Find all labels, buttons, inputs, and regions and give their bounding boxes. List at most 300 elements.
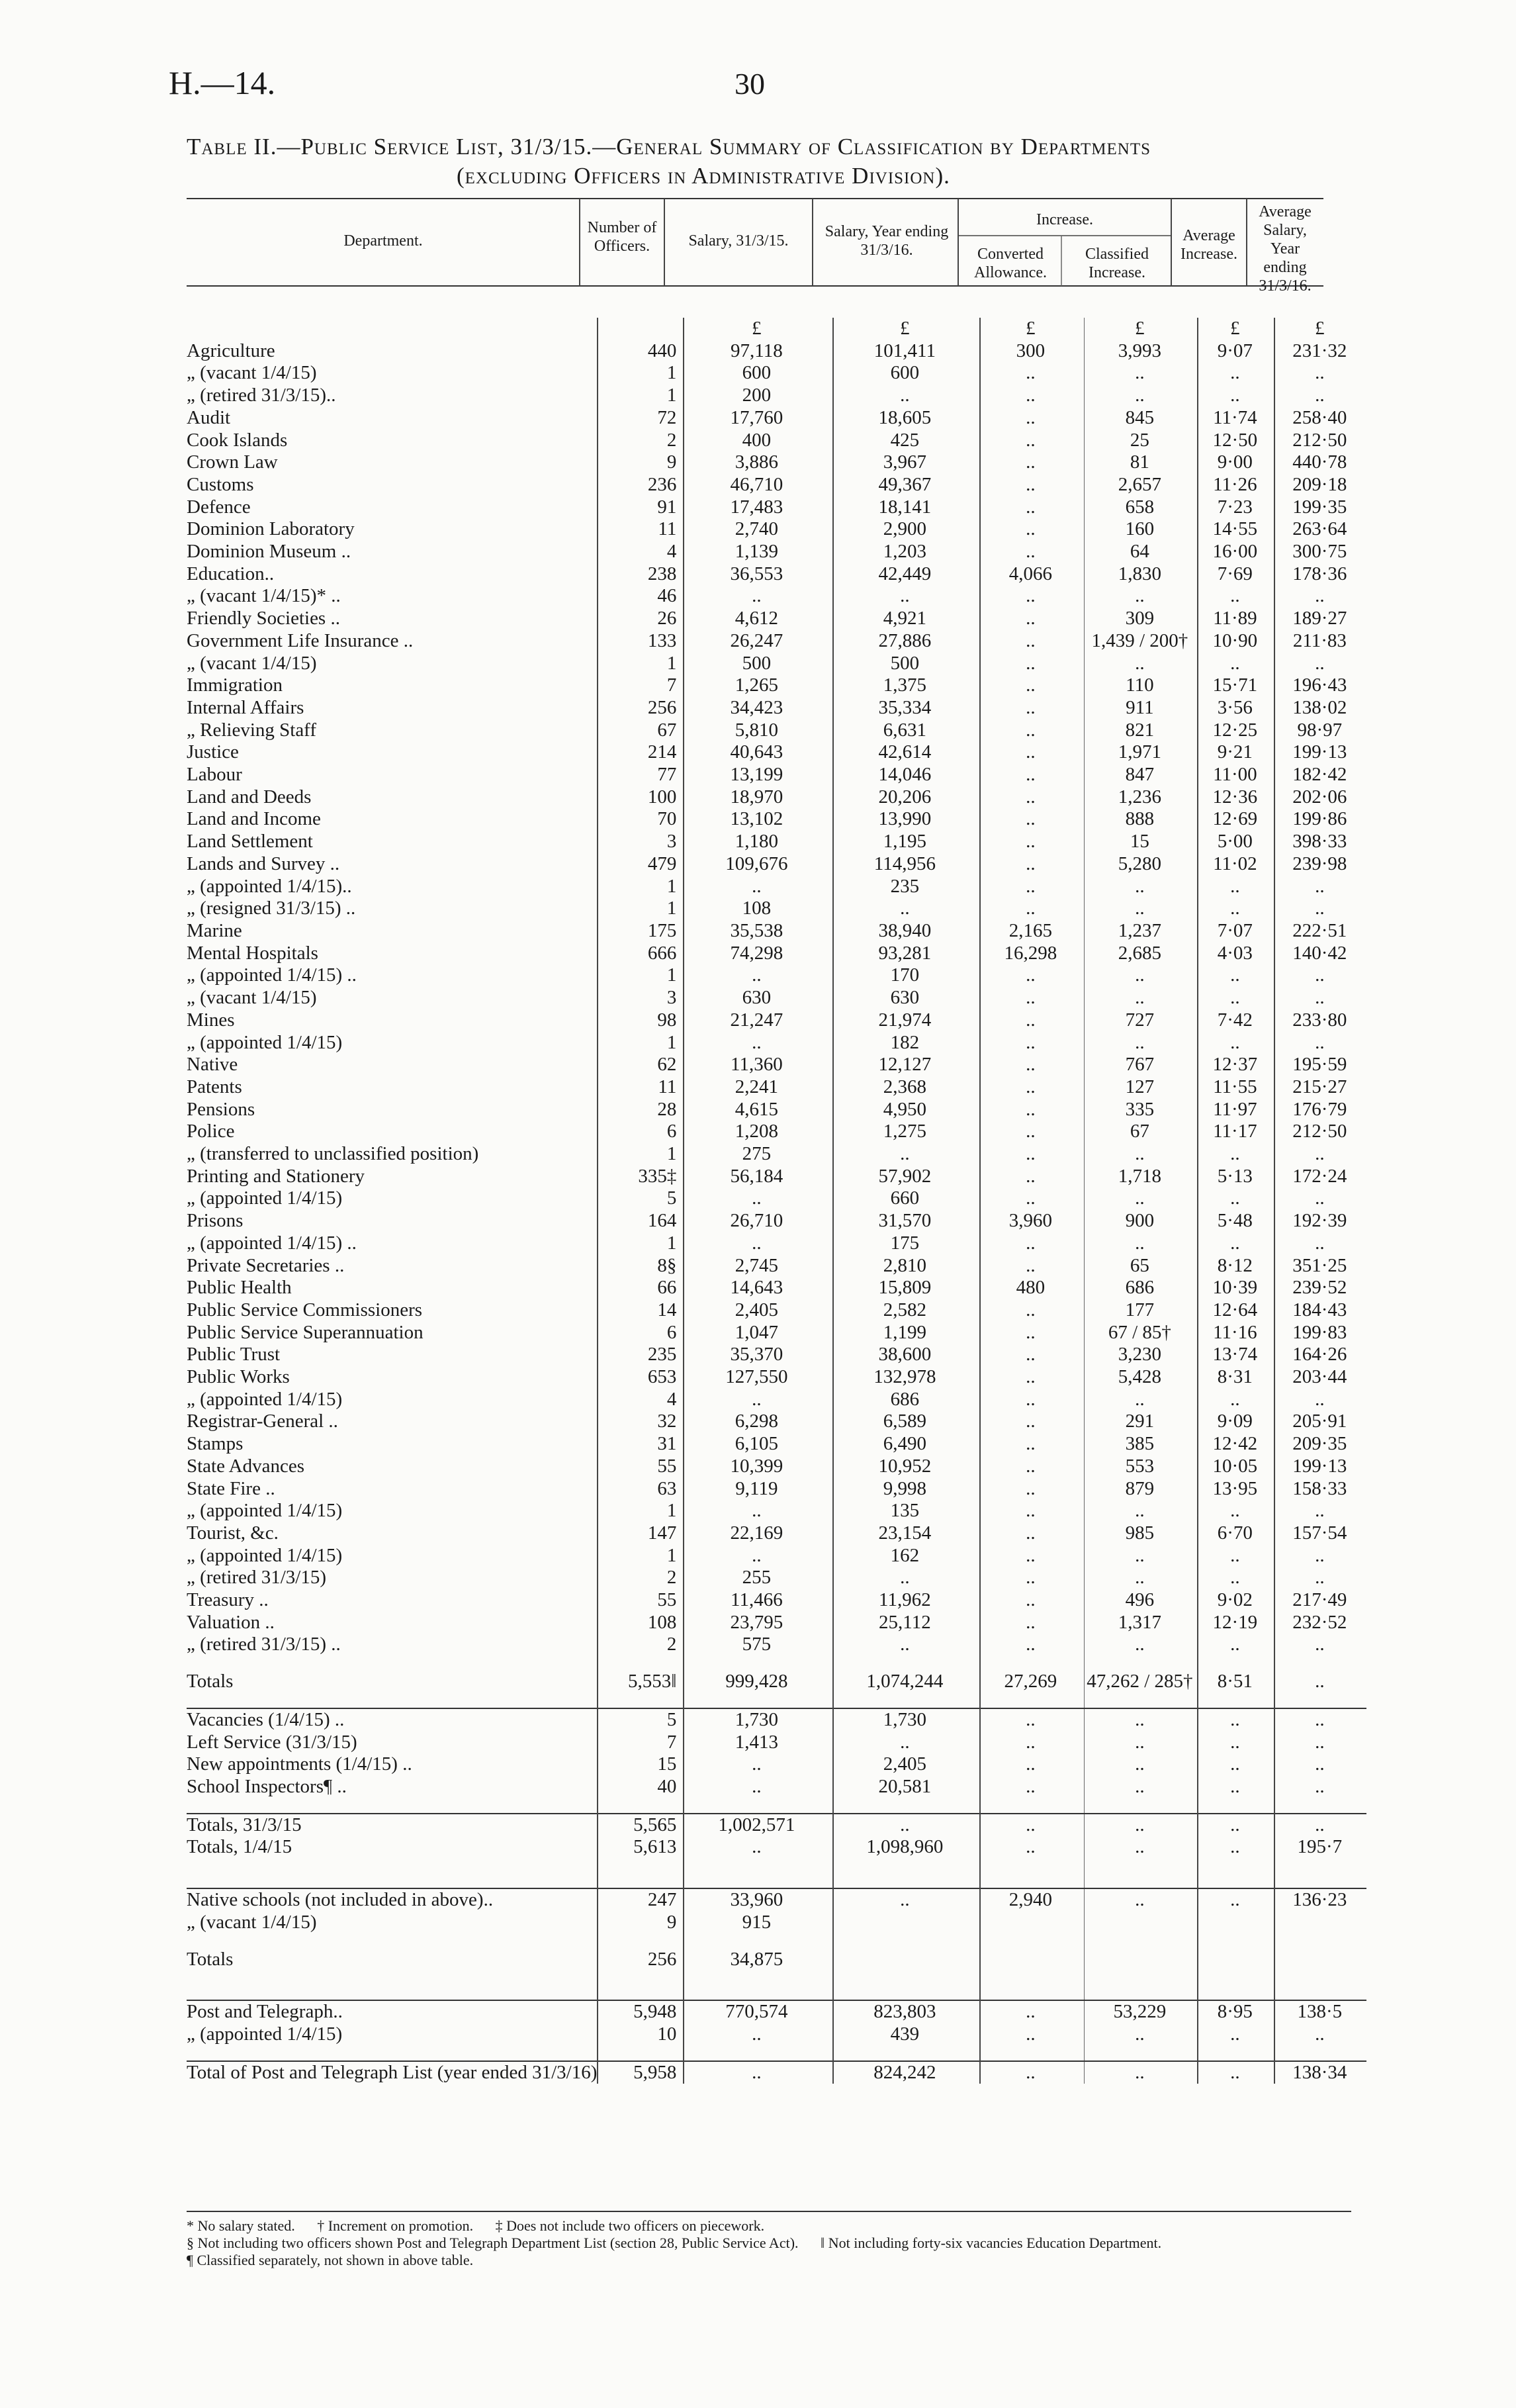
cell-ci: 335 — [1085, 1099, 1198, 1121]
cell-s2: 6,490 — [833, 1433, 980, 1456]
table-row — [187, 1099, 1366, 1121]
cell-n: 5,553‖ — [598, 1671, 684, 1693]
cell-ci: 47,262 / 285† — [1085, 1671, 1198, 1693]
cell-ai: .. — [1198, 876, 1274, 898]
cell-ai: 9·09 — [1198, 1411, 1274, 1433]
cell-ca: .. — [980, 831, 1085, 853]
cell-s1: 275 — [684, 1143, 833, 1166]
cell-ca: 3,960 — [980, 1210, 1085, 1232]
spacer-row — [187, 1970, 1366, 1985]
cell-ci: 821 — [1085, 719, 1198, 742]
table-row — [187, 964, 1366, 987]
cell-s1: 200 — [684, 385, 833, 407]
cell-ci: .. — [1085, 1888, 1198, 1912]
row-label: „ (vacant 1/4/15)* .. — [187, 585, 341, 607]
cell-ca: .. — [980, 1612, 1085, 1634]
cell-as: 172·24 — [1274, 1166, 1366, 1188]
row-label: Mental Hospitals — [187, 942, 318, 964]
cell-ci: .. — [1085, 1732, 1198, 1754]
cell-n: 9 — [598, 1912, 684, 1934]
cell-as: .. — [1274, 898, 1366, 920]
cell-ai: .. — [1198, 1814, 1274, 1837]
cell-as: 212·50 — [1274, 1121, 1366, 1143]
cell-as: 202·06 — [1274, 786, 1366, 809]
cell-ca: .. — [980, 876, 1085, 898]
cell-s2: 824,242 — [833, 2061, 980, 2084]
cell-s1: 2,745 — [684, 1255, 833, 1277]
cell-as: .. — [1274, 1545, 1366, 1567]
cell-n: 100 — [598, 786, 684, 809]
cell-as: .. — [1274, 1232, 1366, 1255]
row-label: „ (vacant 1/4/15) — [187, 987, 317, 1009]
cell-n: 26 — [598, 608, 684, 630]
table-row — [187, 987, 1366, 1009]
row-label: Valuation .. — [187, 1611, 275, 1633]
cell-s2: 439 — [833, 2023, 980, 2046]
cell-ca: .. — [980, 1143, 1085, 1166]
cell-ci: 5,280 — [1085, 853, 1198, 876]
cell-s1: 1,265 — [684, 674, 833, 697]
table-row — [187, 1187, 1366, 1210]
cell-ci: 727 — [1085, 1009, 1198, 1032]
cell-ai: 9·21 — [1198, 741, 1274, 764]
cell-as: 239·98 — [1274, 853, 1366, 876]
cell-ai: 13·95 — [1198, 1478, 1274, 1501]
table-row — [187, 1166, 1366, 1188]
cell-as: 199·83 — [1274, 1322, 1366, 1344]
cell-ai: 11·02 — [1198, 853, 1274, 876]
totals-row — [187, 2061, 1366, 2084]
cell-n: 5,948 — [598, 2000, 684, 2023]
table-row — [187, 2000, 1366, 2023]
cell-ai: 9·02 — [1198, 1589, 1274, 1612]
row-label: Totals, 1/4/15 — [187, 1836, 292, 1858]
cell-ca: .. — [980, 430, 1085, 452]
cell-ai: .. — [1198, 1032, 1274, 1054]
cell-ai: .. — [1198, 653, 1274, 675]
cell-ai: .. — [1198, 362, 1274, 385]
row-label: State Advances — [187, 1455, 304, 1477]
cell-s1: 97,118 — [684, 340, 833, 363]
cell-s2: 2,810 — [833, 1255, 980, 1277]
table-row — [187, 1009, 1366, 1032]
cell-s1: 18,970 — [684, 786, 833, 809]
cell-ca: .. — [980, 786, 1085, 809]
cell-ai: 12·64 — [1198, 1299, 1274, 1322]
cell-ai: 10·39 — [1198, 1277, 1274, 1299]
cell-ai: .. — [1198, 964, 1274, 987]
cell-n: 164 — [598, 1210, 684, 1232]
cell-s1: 36,553 — [684, 563, 833, 586]
row-label: „ (appointed 1/4/15) — [187, 1500, 343, 1522]
cell-s1: 17,760 — [684, 407, 833, 430]
cell-n: 440 — [598, 340, 684, 363]
cell-ci — [1085, 1912, 1198, 1934]
cell-s1: 1,139 — [684, 541, 833, 563]
row-label: Left Service (31/3/15) — [187, 1731, 357, 1753]
cell-ci: 25 — [1085, 430, 1198, 452]
cell-ca: .. — [980, 987, 1085, 1009]
cell-ci: .. — [1085, 1567, 1198, 1589]
cell-ai: .. — [1198, 1500, 1274, 1522]
table-row — [187, 496, 1366, 519]
cell-s1: 915 — [684, 1912, 833, 1934]
totals-row — [187, 1949, 1366, 1971]
cell-n: 1 — [598, 385, 684, 407]
table-row — [187, 1232, 1366, 1255]
cell-ai: 9·07 — [1198, 340, 1274, 363]
cell-ai — [1198, 1949, 1274, 1971]
cell-ca: .. — [980, 1389, 1085, 1411]
cell-ca: .. — [980, 1255, 1085, 1277]
cell-as: 233·80 — [1274, 1009, 1366, 1032]
cell-s2 — [833, 1912, 980, 1934]
table-row — [187, 1255, 1366, 1277]
cell-as: 215·27 — [1274, 1076, 1366, 1099]
cell-s2: 25,112 — [833, 1612, 980, 1634]
cell-n: 31 — [598, 1433, 684, 1456]
cell-ca: .. — [980, 1634, 1085, 1656]
row-label: Dominion Museum .. — [187, 541, 351, 563]
table-row — [187, 430, 1366, 452]
cell-ca — [980, 1912, 1085, 1934]
cell-n: 3 — [598, 987, 684, 1009]
cell-ai: 7·07 — [1198, 920, 1274, 943]
row-label: Agriculture — [187, 340, 275, 361]
cell-as: 209·18 — [1274, 474, 1366, 496]
cell-as: 98·97 — [1274, 719, 1366, 742]
row-label: Public Service Commissioners — [187, 1299, 423, 1320]
row-label: Marine — [187, 919, 242, 941]
cell-n: 6 — [598, 1322, 684, 1344]
cell-ca: .. — [980, 1299, 1085, 1322]
cell-ci: .. — [1085, 1753, 1198, 1776]
table-row — [187, 920, 1366, 943]
cell-as: 138·34 — [1274, 2061, 1366, 2084]
cell-s1: 2,740 — [684, 518, 833, 541]
row-label: „ (vacant 1/4/15) — [187, 362, 317, 384]
cell-s2: .. — [833, 385, 980, 407]
cell-ca: .. — [980, 1732, 1085, 1754]
cell-ai: 7·23 — [1198, 496, 1274, 519]
totals-row — [187, 1671, 1366, 1693]
cell-n: 236 — [598, 474, 684, 496]
cell-s1: .. — [684, 1836, 833, 1859]
cell-ai: .. — [1198, 585, 1274, 608]
cell-ci: 888 — [1085, 808, 1198, 831]
footnotes — [187, 2211, 1351, 2269]
cell-ca — [980, 1949, 1085, 1971]
cell-ai: 8·51 — [1198, 1671, 1274, 1693]
cell-ci: .. — [1085, 898, 1198, 920]
cell-ca: .. — [980, 541, 1085, 563]
spacer-row — [187, 1985, 1366, 2000]
cell-ai: .. — [1198, 1732, 1274, 1754]
cell-ca: .. — [980, 898, 1085, 920]
cell-ai: .. — [1198, 898, 1274, 920]
cell-s1: 127,550 — [684, 1366, 833, 1389]
cell-ca: .. — [980, 407, 1085, 430]
cell-s1: 35,538 — [684, 920, 833, 943]
cell-n: 1 — [598, 1032, 684, 1054]
cell-ca: .. — [980, 630, 1085, 653]
cell-s2: 162 — [833, 1545, 980, 1567]
cell-ca: .. — [980, 1589, 1085, 1612]
cell-ci: .. — [1085, 1545, 1198, 1567]
cell-ca: .. — [980, 1411, 1085, 1433]
cell-ai: .. — [1198, 1836, 1274, 1859]
cell-s1: 6,105 — [684, 1433, 833, 1456]
cell-as: 140·42 — [1274, 943, 1366, 965]
table-row — [187, 1299, 1366, 1322]
table-row — [187, 1344, 1366, 1366]
cell-s2: 14,046 — [833, 764, 980, 786]
cell-s2: 2,582 — [833, 1299, 980, 1322]
cell-s1: 40,643 — [684, 741, 833, 764]
row-label: Treasury .. — [187, 1589, 269, 1611]
cell-as: 209·35 — [1274, 1433, 1366, 1456]
cell-ai: .. — [1198, 1776, 1274, 1798]
cell-ca: .. — [980, 653, 1085, 675]
table-row — [187, 451, 1366, 474]
row-label: Native schools (not included in above).. — [187, 1888, 598, 1912]
cell-ai: 8·31 — [1198, 1366, 1274, 1389]
cell-ai: 8·95 — [1198, 2000, 1274, 2023]
cell-s2: 10,952 — [833, 1456, 980, 1478]
cell-s2: 101,411 — [833, 340, 980, 363]
cell-s2: 1,074,244 — [833, 1671, 980, 1693]
cell-ca: .. — [980, 2061, 1085, 2084]
cell-s1: 34,423 — [684, 697, 833, 719]
cell-as: 164·26 — [1274, 1344, 1366, 1366]
cell-ca: .. — [980, 1032, 1085, 1054]
cell-ci: .. — [1085, 1187, 1198, 1210]
col-avg-salary: Average Salary, Year ending 31/3/16. — [1259, 203, 1312, 295]
row-label: Lands and Survey .. — [187, 853, 340, 874]
cell-ci: .. — [1085, 1032, 1198, 1054]
cell-s1: 500 — [684, 653, 833, 675]
cell-as: 138·5 — [1274, 2000, 1366, 2023]
spacer-row — [187, 1693, 1366, 1708]
cell-n: 3 — [598, 831, 684, 853]
cell-n: 5,613 — [598, 1836, 684, 1859]
cell-ca: .. — [980, 1166, 1085, 1188]
cell-as: .. — [1274, 1634, 1366, 1656]
cell-ci: 177 — [1085, 1299, 1198, 1322]
cell-s1: 255 — [684, 1567, 833, 1589]
cell-n: 1 — [598, 898, 684, 920]
cell-ci: 1,236 — [1085, 786, 1198, 809]
cell-n: 1 — [598, 653, 684, 675]
col-increase: Increase. — [1036, 211, 1093, 228]
cell-ci: 553 — [1085, 1456, 1198, 1478]
cell-s1: 14,643 — [684, 1277, 833, 1299]
cell-as: .. — [1274, 1732, 1366, 1754]
cell-s2: .. — [833, 1888, 980, 1912]
footnote: § Not including two officers shown Post and Telegraph Department List (section 28, Public Service Act). — [187, 2235, 799, 2251]
cell-ci: .. — [1085, 1814, 1198, 1837]
cell-ci: 496 — [1085, 1589, 1198, 1612]
row-label: „ (appointed 1/4/15) — [187, 2023, 343, 2045]
cell-s1: .. — [684, 2061, 833, 2084]
cell-ai: 16·00 — [1198, 541, 1274, 563]
table-row — [187, 1032, 1366, 1054]
cell-as: .. — [1274, 653, 1366, 675]
cell-as: 192·39 — [1274, 1210, 1366, 1232]
table-row — [187, 1888, 1366, 1912]
cell-s2: 686 — [833, 1389, 980, 1411]
footnote: ‡ Does not include two officers on piecework. — [495, 2217, 765, 2234]
unit-symbol: £ — [1274, 318, 1366, 340]
cell-ci: 3,230 — [1085, 1344, 1198, 1366]
spacer-row — [187, 1656, 1366, 1671]
cell-ai: 14·55 — [1198, 518, 1274, 541]
cell-ai: 11·17 — [1198, 1121, 1274, 1143]
cell-ai: 11·89 — [1198, 608, 1274, 630]
cell-s2: 630 — [833, 987, 980, 1009]
cell-n: 1 — [598, 964, 684, 987]
cell-s2: 12,127 — [833, 1054, 980, 1076]
cell-ai: 11·16 — [1198, 1322, 1274, 1344]
cell-s2: 175 — [833, 1232, 980, 1255]
cell-s2: 6,589 — [833, 1411, 980, 1433]
cell-as: 195·7 — [1274, 1836, 1366, 1859]
row-label: Printing and Stationery — [187, 1165, 365, 1187]
cell-ai: 12·50 — [1198, 430, 1274, 452]
cell-ca: .. — [980, 1456, 1085, 1478]
cell-n: 72 — [598, 407, 684, 430]
row-label: Registrar-General .. — [187, 1411, 338, 1432]
cell-ca: .. — [980, 674, 1085, 697]
cell-as: 232·52 — [1274, 1612, 1366, 1634]
row-label: Total of Post and Telegraph List (year ended 31/3/16) — [187, 2061, 598, 2083]
page-reference: H.—14. — [169, 64, 276, 101]
cell-ai: 7·42 — [1198, 1009, 1274, 1032]
cell-ci: 67 — [1085, 1121, 1198, 1143]
cell-ai: 12·37 — [1198, 1054, 1274, 1076]
cell-n: 147 — [598, 1522, 684, 1545]
cell-as: 199·35 — [1274, 496, 1366, 519]
cell-as: 158·33 — [1274, 1478, 1366, 1501]
cell-ai: .. — [1198, 1888, 1274, 1912]
cell-ca: .. — [980, 451, 1085, 474]
cell-s2: 660 — [833, 1187, 980, 1210]
table-row — [187, 1143, 1366, 1166]
page-number: 30 — [735, 67, 765, 101]
cell-ci: 767 — [1085, 1054, 1198, 1076]
cell-ci: 900 — [1085, 1210, 1198, 1232]
cell-ci: 1,830 — [1085, 563, 1198, 586]
table-row — [187, 407, 1366, 430]
col-salary-2: Salary, Year ending 31/3/16. — [825, 223, 949, 259]
cell-as: .. — [1274, 385, 1366, 407]
table-row — [187, 1732, 1366, 1754]
table-row — [187, 2023, 1366, 2046]
cell-as: .. — [1274, 1671, 1366, 1693]
spacer-row — [187, 1798, 1366, 1814]
cell-ai: .. — [1198, 1232, 1274, 1255]
cell-n: 5,565 — [598, 1814, 684, 1837]
cell-ai: .. — [1198, 1389, 1274, 1411]
row-label: „ (retired 31/3/15) .. — [187, 1634, 341, 1655]
cell-s2: 235 — [833, 876, 980, 898]
cell-ai: 12·36 — [1198, 786, 1274, 809]
row-label: Police — [187, 1121, 235, 1142]
cell-n: 1 — [598, 1143, 684, 1166]
cell-as: 182·42 — [1274, 764, 1366, 786]
cell-s1: 23,795 — [684, 1612, 833, 1634]
cell-n: 55 — [598, 1456, 684, 1478]
cell-s1: 1,208 — [684, 1121, 833, 1143]
cell-n: 8§ — [598, 1255, 684, 1277]
unit-symbol: £ — [1085, 318, 1198, 340]
cell-ai: .. — [1198, 987, 1274, 1009]
row-label: Totals — [187, 1948, 234, 1970]
cell-s2: 31,570 — [833, 1210, 980, 1232]
cell-s2: 38,600 — [833, 1344, 980, 1366]
cell-n: 40 — [598, 1776, 684, 1798]
cell-n: 15 — [598, 1753, 684, 1776]
cell-as: .. — [1274, 1814, 1366, 1837]
table-row — [187, 786, 1366, 809]
table-row — [187, 1612, 1366, 1634]
cell-ca: .. — [980, 1366, 1085, 1389]
table-row — [187, 1076, 1366, 1099]
cell-ai: 12·42 — [1198, 1433, 1274, 1456]
row-label: Education.. — [187, 563, 275, 584]
cell-as: 184·43 — [1274, 1299, 1366, 1322]
table-row — [187, 1545, 1366, 1567]
row-label: Cook Islands — [187, 429, 288, 451]
col-salary-1: Salary, 31/3/15. — [688, 232, 789, 250]
table-row — [187, 1522, 1366, 1545]
cell-s2: 18,605 — [833, 407, 980, 430]
cell-s2: .. — [833, 585, 980, 608]
row-label: Public Health — [187, 1277, 292, 1299]
cell-ci: .. — [1085, 876, 1198, 898]
cell-s1: 13,199 — [684, 764, 833, 786]
cell-s1: 770,574 — [684, 2000, 833, 2023]
cell-n: 1 — [598, 876, 684, 898]
cell-n: 98 — [598, 1009, 684, 1032]
cell-s1: 600 — [684, 362, 833, 385]
cell-s2: .. — [833, 1567, 980, 1589]
cell-as: 239·52 — [1274, 1277, 1366, 1299]
row-label: „ (appointed 1/4/15) .. — [187, 1232, 357, 1254]
row-label: Pensions — [187, 1098, 255, 1120]
cell-s2: 6,631 — [833, 719, 980, 742]
cell-ai: 12·25 — [1198, 719, 1274, 742]
row-label: Tourist, &c. — [187, 1522, 279, 1544]
cell-ai: 10·90 — [1198, 630, 1274, 653]
cell-ai: .. — [1198, 1187, 1274, 1210]
col-number: Number of Officers. — [587, 219, 657, 255]
table-row — [187, 1478, 1366, 1501]
cell-n: 14 — [598, 1299, 684, 1322]
cell-ai: 5·00 — [1198, 831, 1274, 853]
cell-ci: 1,317 — [1085, 1612, 1198, 1634]
table-row — [187, 1634, 1366, 1656]
cell-ca: .. — [980, 1099, 1085, 1121]
cell-s1: 9,119 — [684, 1478, 833, 1501]
cell-n: 256 — [598, 1949, 684, 1971]
cell-as: 440·78 — [1274, 451, 1366, 474]
cell-ci: 1,718 — [1085, 1166, 1198, 1188]
cell-ca: .. — [980, 1500, 1085, 1522]
table-row — [187, 1366, 1366, 1389]
cell-ca: 480 — [980, 1277, 1085, 1299]
row-label: Public Trust — [187, 1344, 281, 1366]
